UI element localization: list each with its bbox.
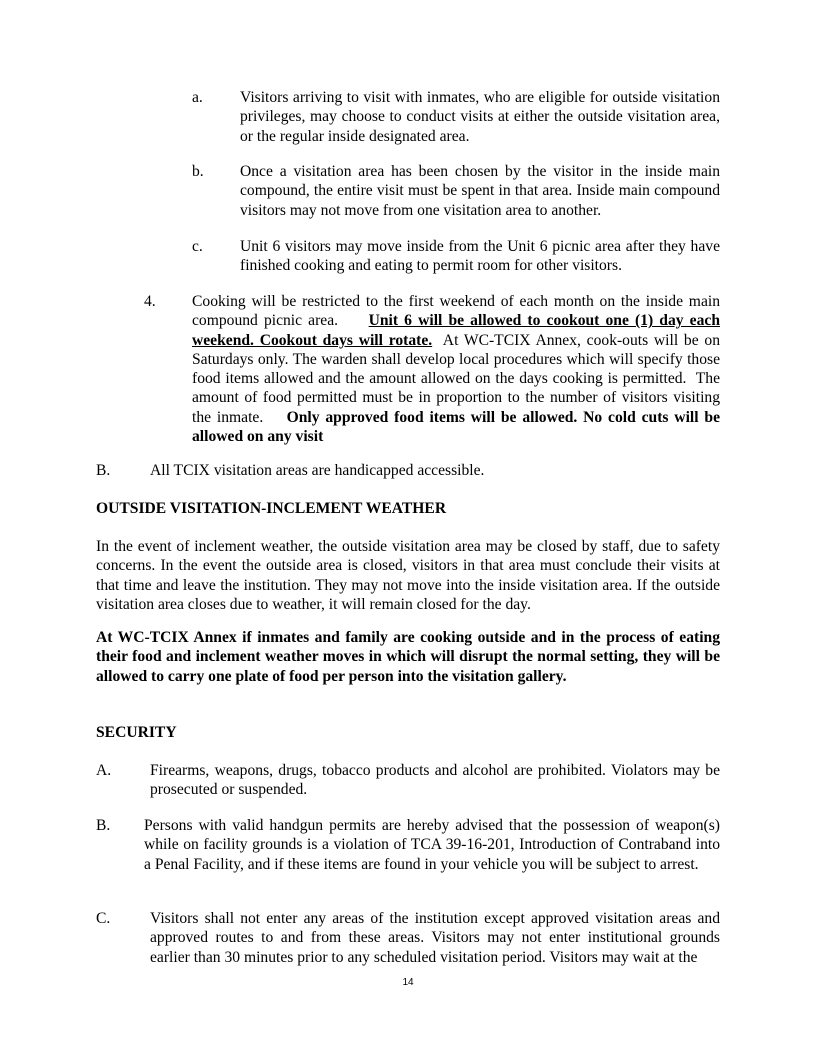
list-label-c: c.	[192, 238, 203, 255]
list-text-b: Once a visitation area has been chosen by the visitor in the inside main compound, the entire visit must be spent in that area. Inside main compound visitors may not move from one visitation area to another.	[240, 163, 720, 219]
security-label-A: A.	[96, 762, 112, 779]
list-label-4: 4.	[144, 293, 156, 310]
page-number: 14	[402, 977, 414, 988]
list-text-4	[192, 292, 724, 446]
list-text-c: Unit 6 visitors may move inside from the Unit 6 picnic area after they have finished cooking and eating to permit room for other visitors.	[240, 238, 720, 275]
list-label-a: a.	[192, 89, 203, 106]
heading-outside-visitation: OUTSIDE VISITATION-INCLEMENT WEATHER	[96, 500, 447, 517]
list-text-a: Visitors arriving to visit with inmates, who are eligible for outside visitation privileges, may choose to conduct visits at either the outside visitation area, or the regular inside designated area.	[240, 89, 720, 145]
security-text-A: Firearms, weapons, drugs, tobacco products and alcohol are prohibited. Violators may be prosecuted or suspended.	[150, 762, 720, 799]
security-text-C: Visitors shall not enter any areas of the institution except approved visitation areas and approved routes to and from these areas. Visitors may not enter institutional grounds earlier than 30 minutes prior to any scheduled visitation period. Visitors may wait at the	[150, 910, 720, 966]
weather-paragraph: In the event of inclement weather, the outside visitation area may be closed by staff, due to safety concerns. In the event the outside area is closed, visitors in that area must conclude their visits at that time and leave the institution. They may not move into the inside visitation area. If the outside visitation area closes due to weather, it will remain closed for the day.	[96, 538, 720, 613]
security-label-B: B.	[96, 817, 111, 834]
security-text-B: Persons with valid handgun permits are hereby advised that the possession of weapon(s) while on facility grounds is a violation of TCA 39-16-201, Introduction of Contraband into a Penal Facility, and if these items are found in your vehicle you will be subject to arrest.	[144, 817, 720, 873]
cookout-rule-underlined: Unit 6 will be allowed to cookout one (1) day each weekend. Cookout days will rotate.	[192, 312, 720, 349]
heading-security: SECURITY	[96, 724, 177, 741]
list-label-B: B.	[96, 462, 111, 479]
list-text-B: All TCIX visitation areas are handicapped accessible.	[150, 462, 485, 479]
cooking-text-1: Cooking will be restricted to the first weekend of each month on the inside main compound picnic area.	[192, 293, 724, 330]
food-rule-bold: Only approved food items will be allowed. No cold cuts will be allowed on any visit	[192, 408, 721, 446]
annex-paragraph: At WC-TCIX Annex if inmates and family are cooking outside and in the process of eating their food and inclement weather moves in which will disrupt the normal setting, they will be allowed to carry one plate of food per person into the visitation gallery.	[96, 629, 720, 685]
list-label-b: b.	[192, 163, 204, 180]
cooking-text-2: At WC-TCIX Annex, cook-outs will be on Saturdays only. The warden shall develop local procedures which will specify those food items allowed and the amount allowed on the days cooking is permitted. The amount of food permitted must be in proportion to the number of visitors visiting the inmate.	[192, 331, 724, 426]
security-label-C: C.	[96, 910, 111, 927]
